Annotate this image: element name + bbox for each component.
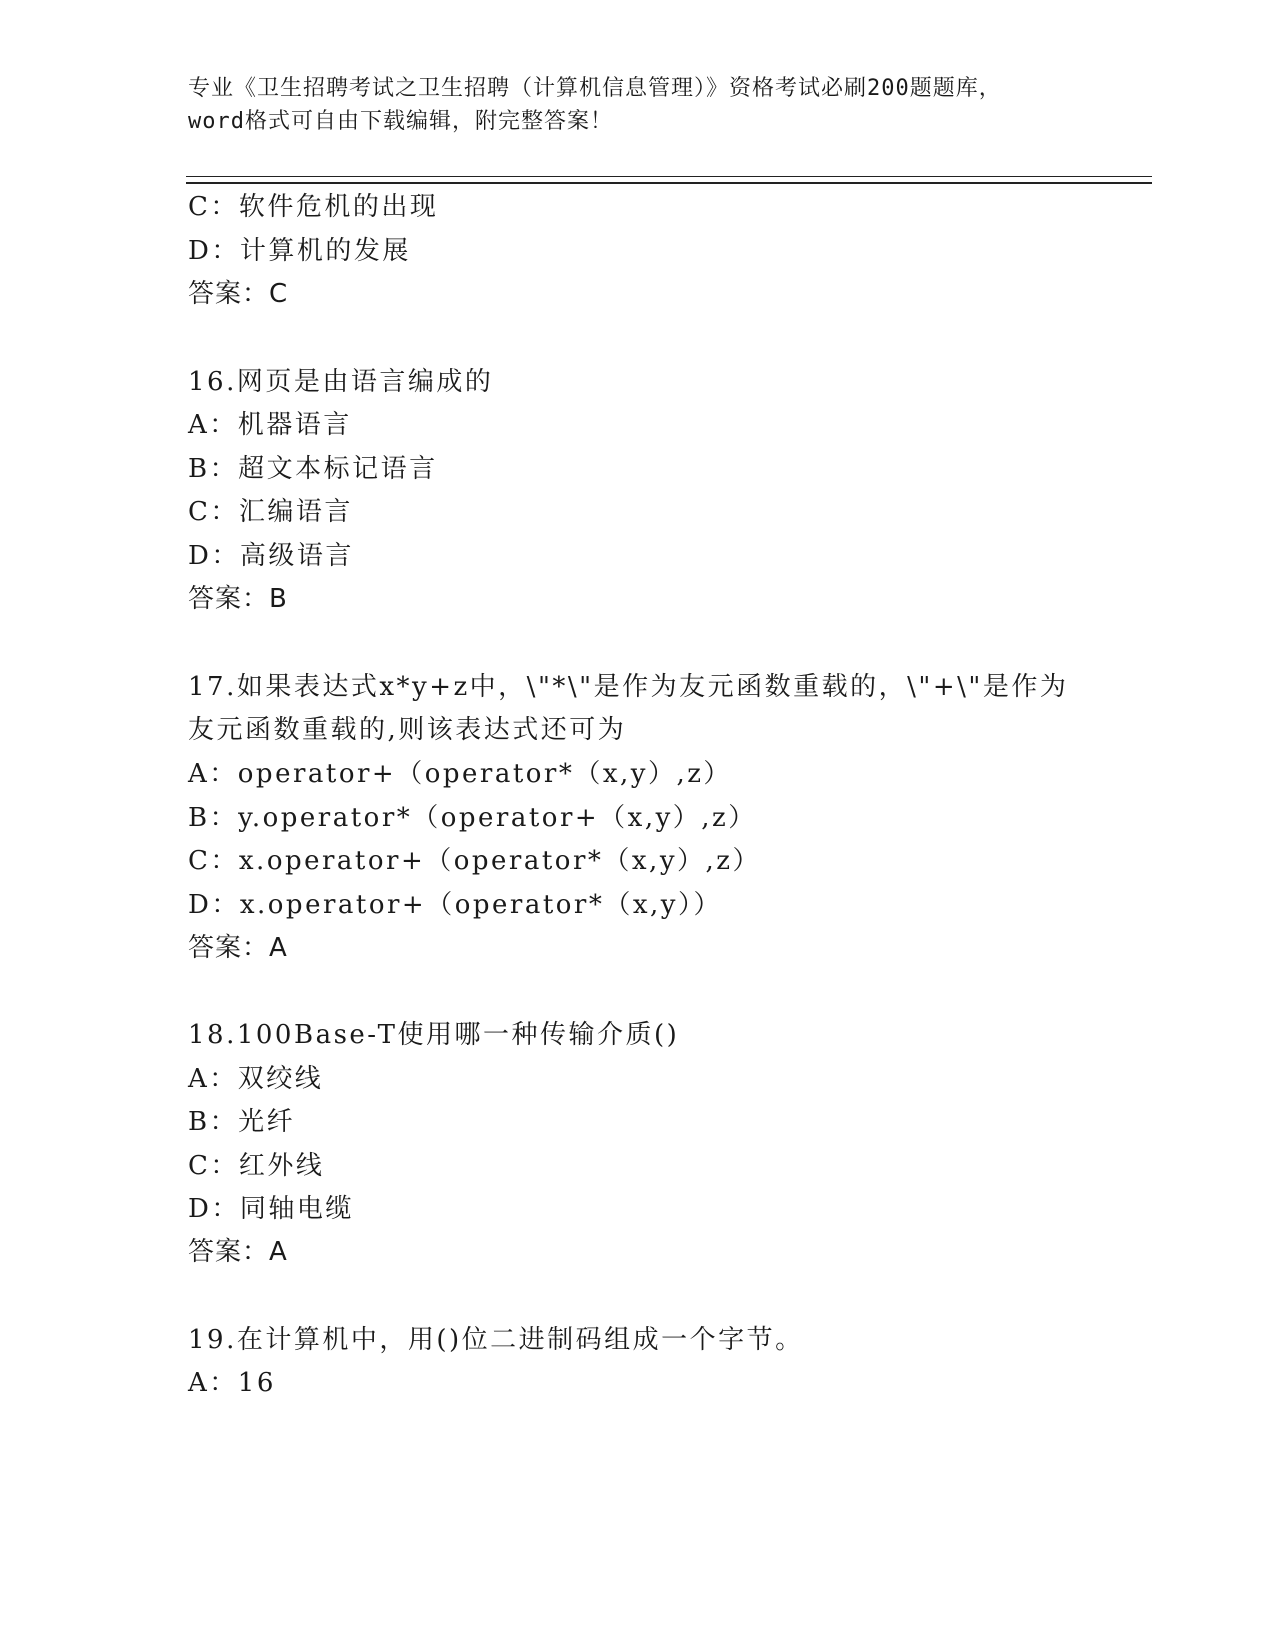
q16-answer: 答案：B bbox=[188, 584, 288, 614]
q16-option-c: C：汇编语言 bbox=[188, 497, 353, 527]
q16-option-b: B：超文本标记语言 bbox=[188, 454, 438, 484]
q16-option-a: A：机器语言 bbox=[188, 410, 352, 440]
q17-stem-line2: 友元函数重载的,则该表达式还可为 bbox=[188, 715, 627, 745]
q17-answer: 答案：A bbox=[188, 933, 288, 963]
prev-option-d: D：计算机的发展 bbox=[188, 236, 411, 266]
q17-option-d: D：x.operator+（operator*（x,y）） bbox=[188, 890, 722, 920]
header-divider-thick bbox=[186, 182, 1152, 184]
q18-option-c: C：红外线 bbox=[188, 1151, 325, 1181]
q17-option-b: B：y.operator*（operator+（x,y）,z） bbox=[188, 803, 757, 833]
header-divider-thin bbox=[186, 176, 1152, 177]
q17-option-c: C：x.operator+（operator*（x,y）,z） bbox=[188, 846, 761, 876]
q16-stem: 16.网页是由语言编成的 bbox=[188, 367, 494, 397]
document-header bbox=[188, 72, 1148, 138]
header-title-line2: word格式可自由下载编辑，附完整答案！ bbox=[188, 109, 613, 134]
q17-stem-line1: 17.如果表达式x*y+z中，\"*\"是作为友元函数重载的，\"+\"是作为 bbox=[188, 672, 1069, 702]
q19-option-a: A：16 bbox=[188, 1368, 276, 1398]
q18-option-b: B：光纤 bbox=[188, 1107, 296, 1137]
prev-answer: 答案：C bbox=[188, 279, 289, 309]
header-title-line1: 专业《卫生招聘考试之卫生招聘（计算机信息管理）》资格考试必刷200题题库， bbox=[188, 76, 1002, 101]
q18-answer: 答案：A bbox=[188, 1237, 288, 1267]
prev-option-c: C：软件危机的出现 bbox=[188, 192, 439, 222]
q18-option-a: A：双绞线 bbox=[188, 1064, 324, 1094]
q18-option-d: D：同轴电缆 bbox=[188, 1194, 354, 1224]
q18-stem: 18.100Base-T使用哪一种传输介质() bbox=[188, 1020, 680, 1050]
q17-option-a: A：operator+（operator*（x,y）,z） bbox=[188, 759, 732, 789]
q19-stem: 19.在计算机中，用()位二进制码组成一个字节。 bbox=[188, 1325, 804, 1355]
q16-option-d: D：高级语言 bbox=[188, 541, 354, 571]
